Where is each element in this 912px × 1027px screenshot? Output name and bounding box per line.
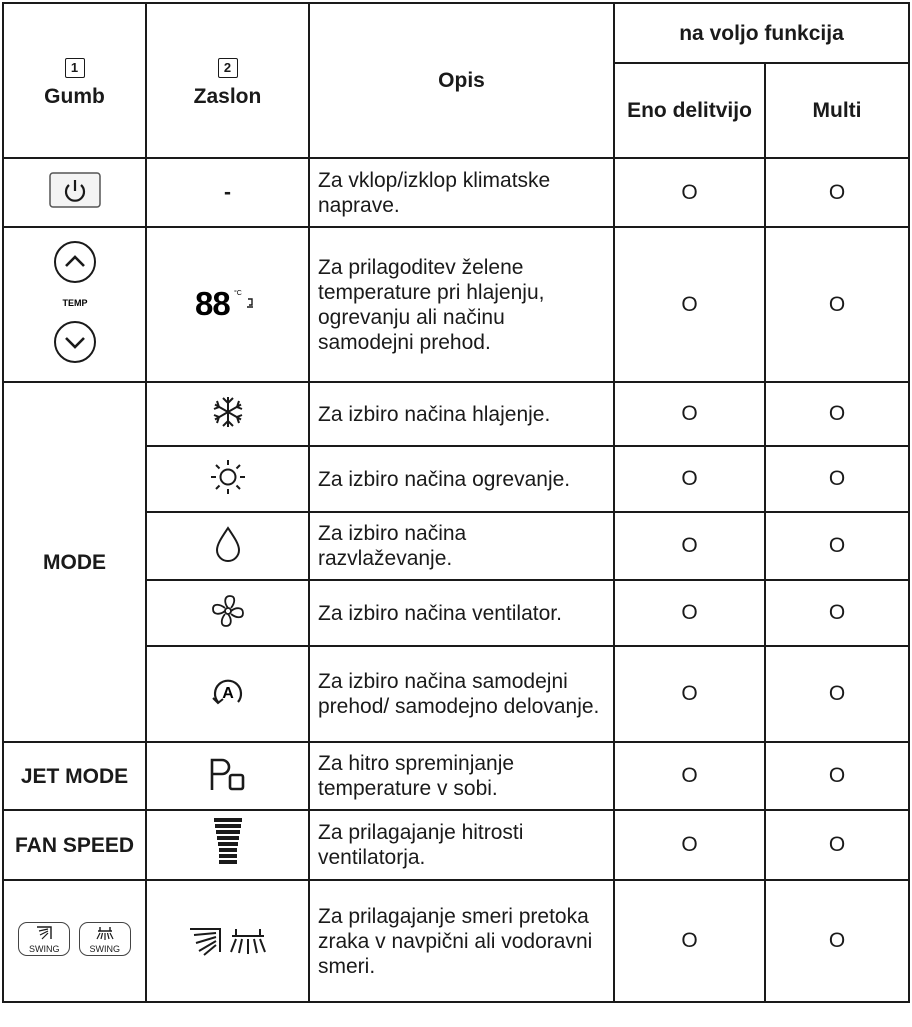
table-row <box>3 880 909 1002</box>
jet-mode-icon <box>208 756 248 792</box>
fan-speed-button-cell: FAN SPEED <box>3 810 146 880</box>
multi-mark: O <box>765 880 909 1002</box>
vertical-swing-icon <box>188 926 224 956</box>
table-row <box>3 158 909 227</box>
description-cell: Za vklop/izklop klimatske naprave. <box>309 158 614 227</box>
single-split-mark: O <box>614 880 765 1002</box>
single-split-mark: O <box>614 646 765 742</box>
description-cell: Za izbiro načina ogrevanje. <box>309 446 614 512</box>
header-multi: Multi <box>765 63 909 158</box>
description-cell: Za prilagoditev želene temperature pri hlajenju, ogrevanju ali načinu samodejni prehod. <box>309 227 614 382</box>
display-cell <box>146 227 309 382</box>
display-cell <box>146 742 309 810</box>
snowflake-icon <box>211 395 245 429</box>
fan-speed-bars-icon <box>213 817 243 869</box>
temp-button-label: TEMP <box>61 298 88 308</box>
display-cell <box>146 880 309 1002</box>
table-row <box>3 227 909 382</box>
description-cell: Za prilagajanje hitrosti ventilatorja. <box>309 810 614 880</box>
temperature-display-icon <box>195 285 261 319</box>
description-cell: Za hitro spreminjanje temperature v sobi. <box>309 742 614 810</box>
description-cell: Za izbiro načina hlajenje. <box>309 382 614 446</box>
header-description: Opis <box>309 3 614 158</box>
multi-mark: O <box>765 446 909 512</box>
jet-mode-button-cell: JET MODE <box>3 742 146 810</box>
table-row <box>3 742 909 810</box>
fan-icon <box>210 593 246 629</box>
horizontal-swing-icon <box>229 926 267 956</box>
display-cell <box>146 382 309 446</box>
display-cell <box>146 512 309 580</box>
column-number-2: 2 <box>218 58 238 78</box>
multi-mark: O <box>765 158 909 227</box>
sun-icon <box>210 459 246 495</box>
multi-mark: O <box>765 382 909 446</box>
swing-button-label: SWING <box>29 943 60 954</box>
mode-button-cell: MODE <box>3 382 146 742</box>
auto-mode-icon <box>210 674 246 710</box>
vertical-swing-button <box>18 922 70 956</box>
header-button <box>3 3 146 158</box>
temp-buttons-icon <box>50 240 100 364</box>
table-row <box>3 810 909 880</box>
svg-text:°C: °C <box>233 290 242 297</box>
function-table <box>2 2 910 1003</box>
display-cell <box>146 646 309 742</box>
display-cell <box>146 446 309 512</box>
single-split-mark: O <box>614 158 765 227</box>
header-available-functions: na voljo funkcija <box>614 3 909 63</box>
single-split-mark: O <box>614 580 765 646</box>
single-split-mark: O <box>614 227 765 382</box>
button-cell <box>3 227 146 382</box>
svg-text:88: 88 <box>194 285 230 319</box>
svg-text:A: A <box>221 684 234 702</box>
swing-button-label: SWING <box>89 943 120 954</box>
display-cell <box>146 810 309 880</box>
description-cell: Za izbiro načina samodejni prehod/ samodejno delovanje. <box>309 646 614 742</box>
single-split-mark: O <box>614 512 765 580</box>
table-row <box>3 382 909 446</box>
header-single-split: Eno delitvijo <box>614 63 765 158</box>
single-split-mark: O <box>614 382 765 446</box>
horizontal-swing-button <box>79 922 131 956</box>
single-split-mark: O <box>614 742 765 810</box>
display-cell <box>146 580 309 646</box>
header-display <box>146 3 309 158</box>
power-icon <box>49 172 101 213</box>
description-cell: Za izbiro načina ventilator. <box>309 580 614 646</box>
multi-mark: O <box>765 810 909 880</box>
horizontal-swing-icon <box>96 925 114 941</box>
header-display-label: Zaslon <box>193 84 262 108</box>
droplet-icon <box>215 526 241 562</box>
description-cell: Za prilagajanje smeri pretoka zraka v navpični ali vodoravni smeri. <box>309 880 614 1002</box>
button-cell <box>3 880 146 1002</box>
multi-mark: O <box>765 646 909 742</box>
description-cell: Za izbiro načina razvlaževanje. <box>309 512 614 580</box>
single-split-mark: O <box>614 446 765 512</box>
single-split-mark: O <box>614 810 765 880</box>
multi-mark: O <box>765 742 909 810</box>
multi-mark: O <box>765 227 909 382</box>
display-cell: - <box>146 158 309 227</box>
multi-mark: O <box>765 580 909 646</box>
vertical-swing-icon <box>35 925 53 941</box>
header-button-label: Gumb <box>44 84 105 108</box>
column-number-1: 1 <box>65 58 85 78</box>
multi-mark: O <box>765 512 909 580</box>
button-cell <box>3 158 146 227</box>
